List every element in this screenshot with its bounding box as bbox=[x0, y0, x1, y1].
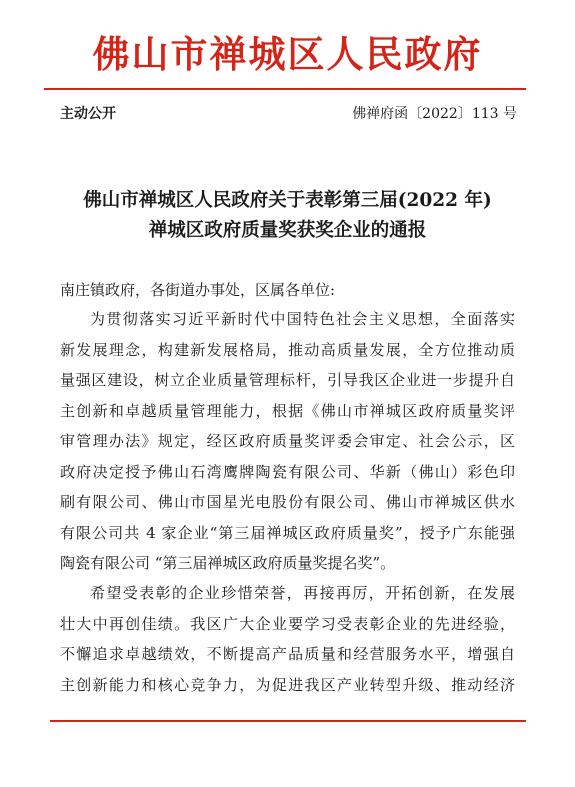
paragraph-line: 不懈追求卓越绩效，不断提高产品质量和经营服务水平，增强自 bbox=[60, 645, 515, 663]
paragraph-line: 为贯彻落实习近平新时代中国特色社会主义思想，全面落实 bbox=[90, 310, 515, 328]
issuing-authority-header: 佛山市禅城区人民政府 bbox=[92, 32, 483, 76]
paragraph-line: 量强区建设，树立企业质量管理标杆，引导我区企业进一步提升自 bbox=[60, 371, 515, 389]
notice-title-line-1: 佛山市禅城区人民政府关于表彰第三届(2022 年) bbox=[83, 190, 492, 211]
body-paragraph-1 bbox=[60, 304, 515, 579]
paragraph-line: 主创新能力和核心竞争力，为促进我区产业转型升级、推动经济 bbox=[60, 675, 515, 694]
paragraph-line: 刷有限公司、佛山市国星光电股份有限公司、佛山市禅城区供水 bbox=[60, 493, 515, 511]
paragraph-line: 主创新和卓越质量管理能力，根据《佛山市禅城区政府质量奖评 bbox=[60, 401, 515, 420]
paragraph-line: 新发展理念，构建新发展格局，推动高质量发展，全方位推动质 bbox=[60, 340, 515, 359]
notice-title-line-2: 禅城区政府质量奖获奖企业的通报 bbox=[148, 220, 427, 241]
header-red-rule bbox=[44, 88, 526, 90]
paragraph-line: 希望受表彰的企业珍惜荣誉，再接再厉，开拓创新，在发展 bbox=[90, 584, 515, 602]
paragraph-line: 政府决定授予佛山石湾鹰牌陶瓷有限公司、华新（佛山）彩色印 bbox=[60, 462, 515, 481]
paragraph-line: 陶瓷有限公司 “第三届禅城区政府质量奖提名奖”。 bbox=[60, 554, 396, 572]
salutation: 南庄镇政府，各街道办事处，区属各单位: bbox=[60, 281, 336, 299]
paragraph-line: 审管理办法》规定，经区政府质量奖评委会审定、社会公示，区 bbox=[60, 432, 515, 450]
body-paragraph-2 bbox=[60, 578, 515, 700]
document-number: 佛禅府函〔2022〕113 号 bbox=[352, 106, 517, 122]
paragraph-line: 有限公司共 4 家企业“第三届禅城区政府质量奖”，授予广东能强 bbox=[60, 523, 515, 542]
paragraph-line: 壮大中再创佳绩。我区广大企业要学习受表彰企业的先进经验， bbox=[60, 614, 515, 633]
footer-red-rule bbox=[50, 720, 526, 722]
notice-title bbox=[40, 186, 535, 246]
disclosure-label: 主动公开 bbox=[60, 106, 116, 122]
